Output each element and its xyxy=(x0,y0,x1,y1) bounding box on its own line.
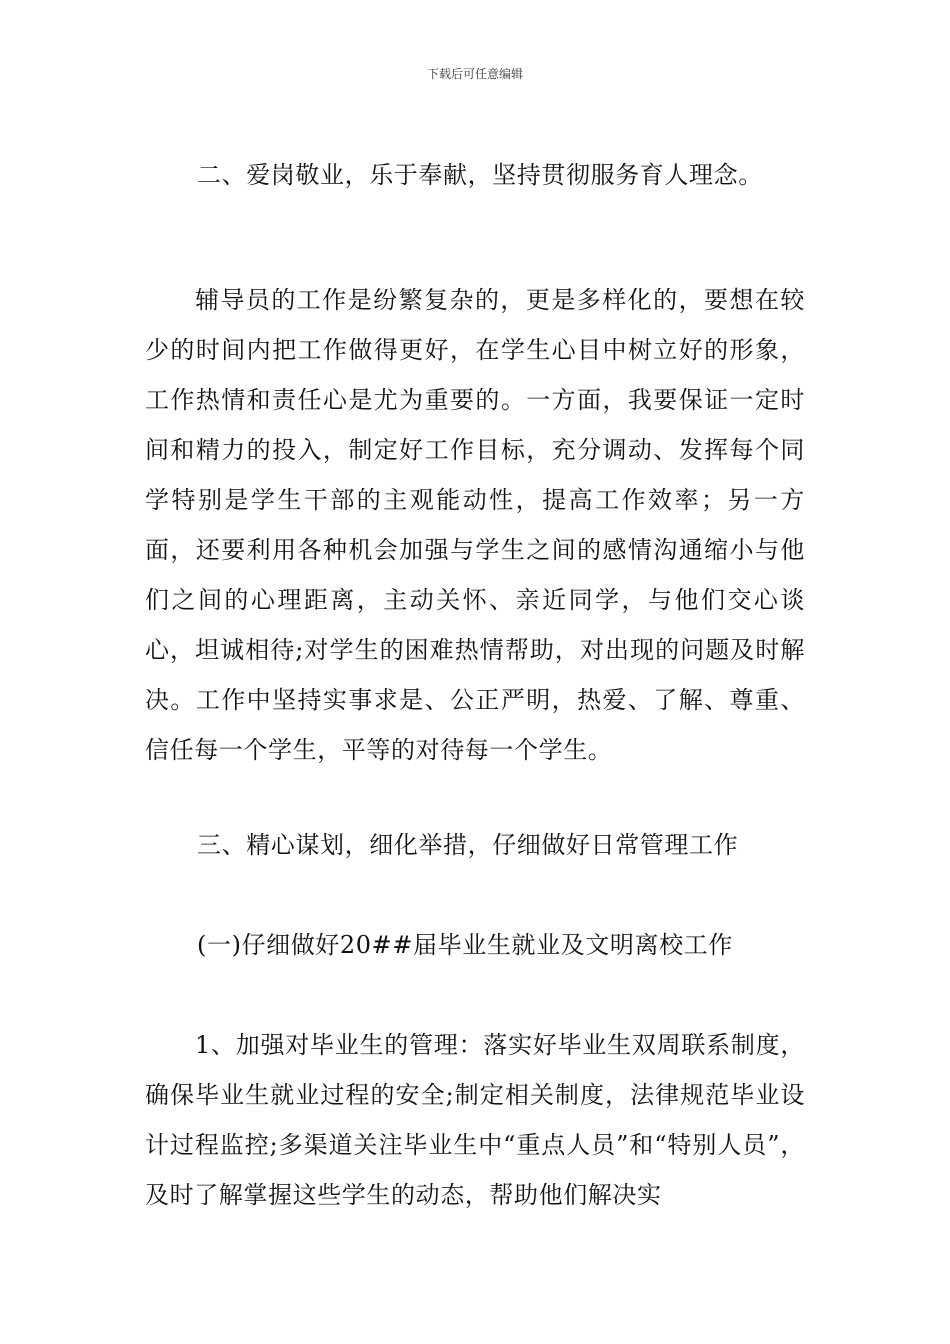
paragraph-counselor-work: 辅导员的工作是纷繁复杂的，更是多样化的，要想在较少的时间内把工作做得更好，在学生心目中树立好的形象，工作热情和责任心是尤为重要的。一方面，我要保证一定时间和精力的投入，制定好工作目标，充分调动、发挥每个同学特别是学生干部的主观能动性，提高工作效率；另一方面，还要利用各种机会加强与学生之间的感情沟通缩小与他们之间的心理距离，主动关怀、亲近同学，与他们交心谈心，坦诚相待;对学生的困难热情帮助，对出现的问题及时解决。工作中坚持实事求是、公正严明，热爱、了解、尊重、信任每一个学生，平等的对待每一个学生。 xyxy=(145,286,805,764)
download-note: 下载后可任意编辑 xyxy=(426,67,523,81)
section-heading-3: 三、精心谋划，细化举措，仔细做好日常管理工作 xyxy=(197,831,739,859)
section-heading-2: 二、爱岗敬业，乐于奉献，坚持贯彻服务育人理念。 xyxy=(197,161,763,189)
paragraph-graduate-management: 1、加强对毕业生的管理：落实好毕业生双周联系制度，确保毕业生就业过程的安全;制定相关制度，法律规范毕业设计过程监控;多渠道关注毕业生中“重点人员”和“特别人员”，及时了解掌握这些学生的动态，帮助他们解决实 xyxy=(145,1031,805,1209)
subsection-heading-1: (一)仔细做好20##届毕业生就业及文明离校工作 xyxy=(197,931,733,959)
